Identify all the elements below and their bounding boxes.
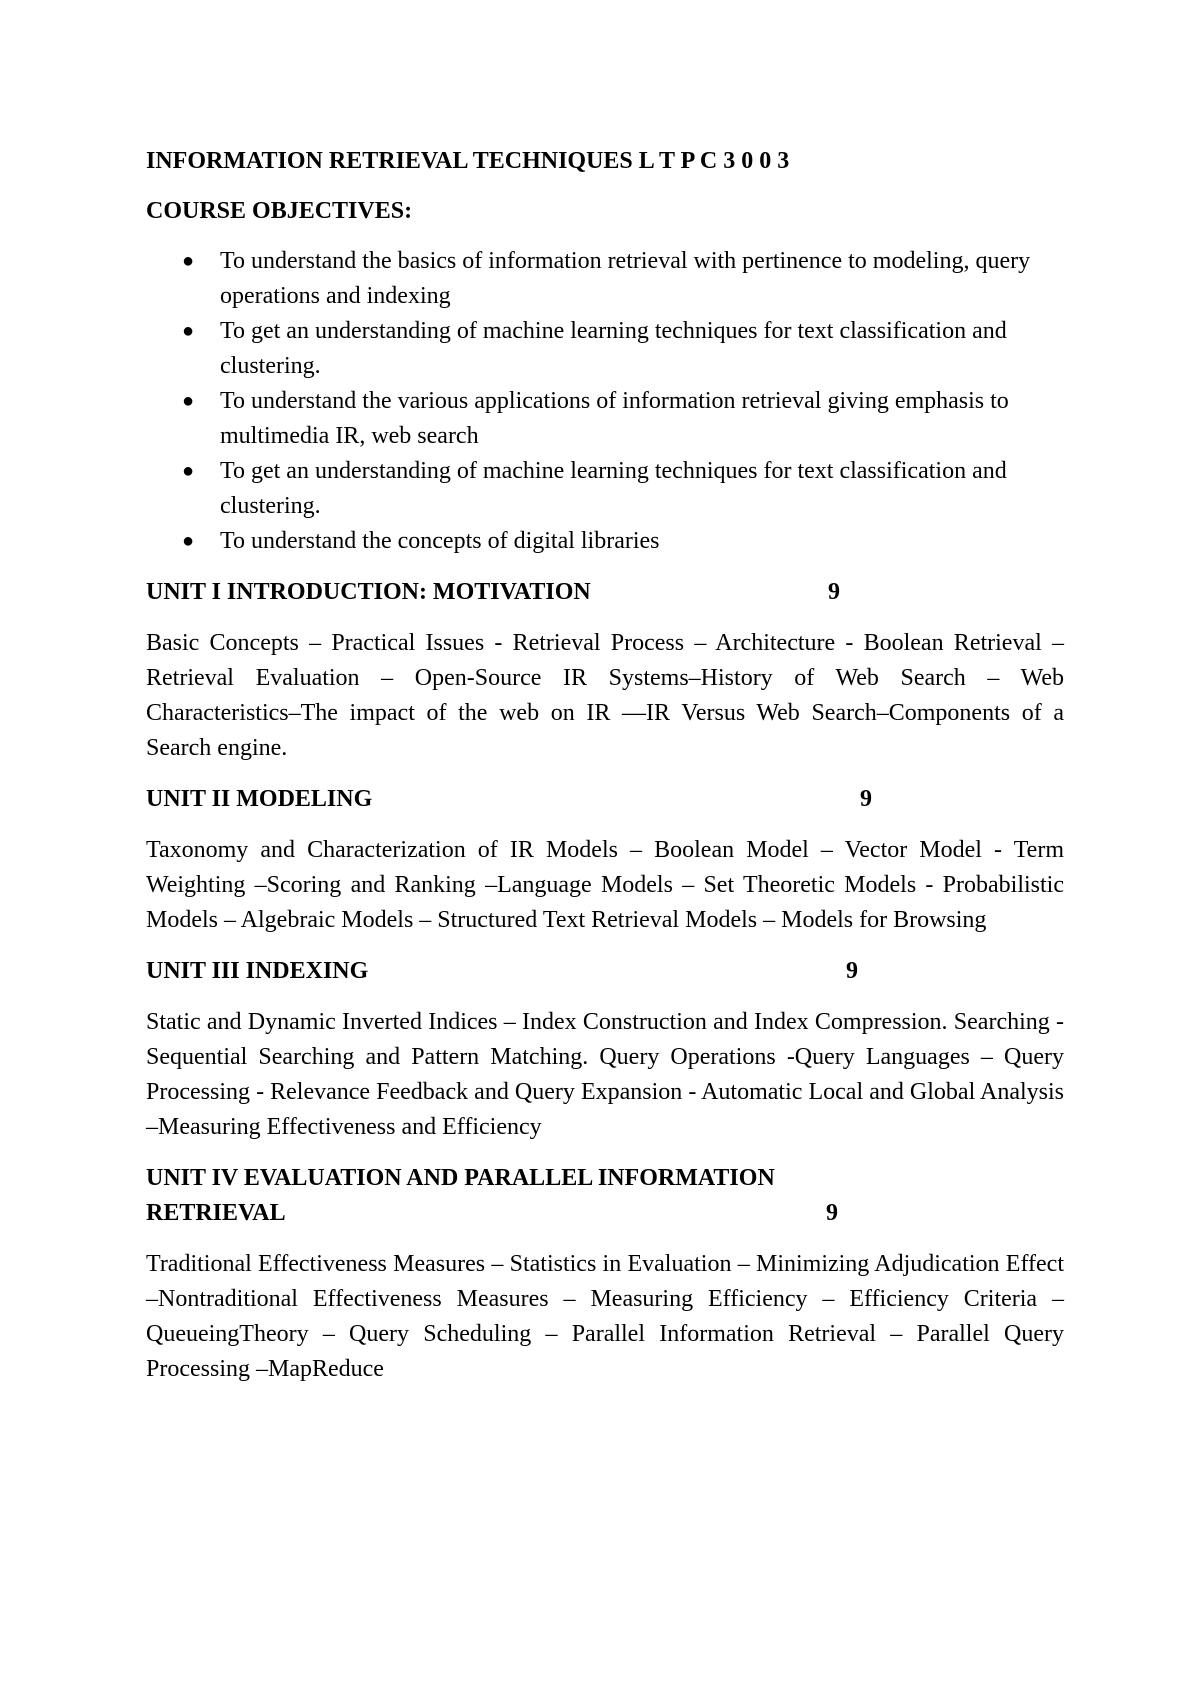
objective-text: To understand the concepts of digital libraries xyxy=(220,528,660,554)
unit-title: UNIT I INTRODUCTION: MOTIVATION xyxy=(146,579,591,605)
bullet-icon: ● xyxy=(182,530,195,552)
objectives-heading: COURSE OBJECTIVES: xyxy=(146,198,413,224)
unit-heading xyxy=(146,954,1064,989)
unit-title: UNIT III INDEXING xyxy=(146,958,369,984)
objective-text: To understand the various applications of information retrieval giving emphasis to multimedia IR, web search xyxy=(220,388,1009,449)
unit-content: Basic Concepts – Practical Issues - Retrieval Process – Architecture - Boolean Retrieval –Retrieval Evaluation – Open-Source IR Systems–History of Web Search – Web Characteristics–The impact of the web on IR —IR Versus Web Search–Components of a Search engine. xyxy=(146,630,1064,761)
unit-title: UNIT II MODELING xyxy=(146,786,373,812)
course-title: INFORMATION RETRIEVAL TECHNIQUES L T P C 3 0 0 3 xyxy=(146,148,790,174)
unit-section xyxy=(146,575,1064,766)
objective-item xyxy=(146,384,1064,454)
objective-item xyxy=(146,244,1064,314)
unit-content: Traditional Effectiveness Measures – Statistics in Evaluation – Minimizing Adjudication Effect –Nontraditional Effectiveness Measures – Measuring Efficiency – Efficiency Criteria –QueueingTheory – Query Scheduling – Parallel Information Retrieval – Parallel Query Processing –MapReduce xyxy=(146,1251,1064,1382)
unit-hours: 9 xyxy=(826,1200,838,1226)
bullet-icon: ● xyxy=(182,320,195,342)
bullet-icon: ● xyxy=(182,460,195,482)
objective-item xyxy=(146,314,1064,384)
unit-section xyxy=(146,782,1064,938)
unit-heading xyxy=(146,575,1064,610)
unit-section xyxy=(146,954,1064,1145)
unit-hours: 9 xyxy=(828,579,840,605)
unit-hours: 9 xyxy=(846,958,858,984)
objective-item xyxy=(146,524,1064,559)
objective-text: To get an understanding of machine learning techniques for text classification and clustering. xyxy=(220,458,1007,519)
objective-item xyxy=(146,454,1064,524)
unit-heading xyxy=(146,1161,1064,1231)
objectives-list xyxy=(146,244,1064,559)
unit-content: Static and Dynamic Inverted Indices – Index Construction and Index Compression. Searching -Sequential Searching and Pattern Matching. Query Operations -Query Languages – Query Processing - Relevance Feedback and Query Expansion - Automatic Local and Global Analysis –Measuring Effectiveness and Efficiency xyxy=(146,1009,1064,1140)
unit-section xyxy=(146,1161,1064,1387)
objective-text: To get an understanding of machine learning techniques for text classification and clustering. xyxy=(220,318,1007,379)
unit-hours: 9 xyxy=(860,786,872,812)
bullet-icon: ● xyxy=(182,390,195,412)
syllabus-page xyxy=(146,144,1064,1403)
unit-content: Taxonomy and Characterization of IR Models – Boolean Model – Vector Model - Term Weighting –Scoring and Ranking –Language Models – Set Theoretic Models - Probabilistic Models – Algebraic Models – Structured Text Retrieval Models – Models for Browsing xyxy=(146,837,1064,933)
objective-text: To understand the basics of information retrieval with pertinence to modeling, query operations and indexing xyxy=(220,248,1031,309)
bullet-icon: ● xyxy=(182,250,195,272)
unit-title: UNIT IV EVALUATION AND PARALLEL INFORMATION RETRIEVAL xyxy=(146,1165,775,1226)
unit-heading xyxy=(146,782,1064,817)
